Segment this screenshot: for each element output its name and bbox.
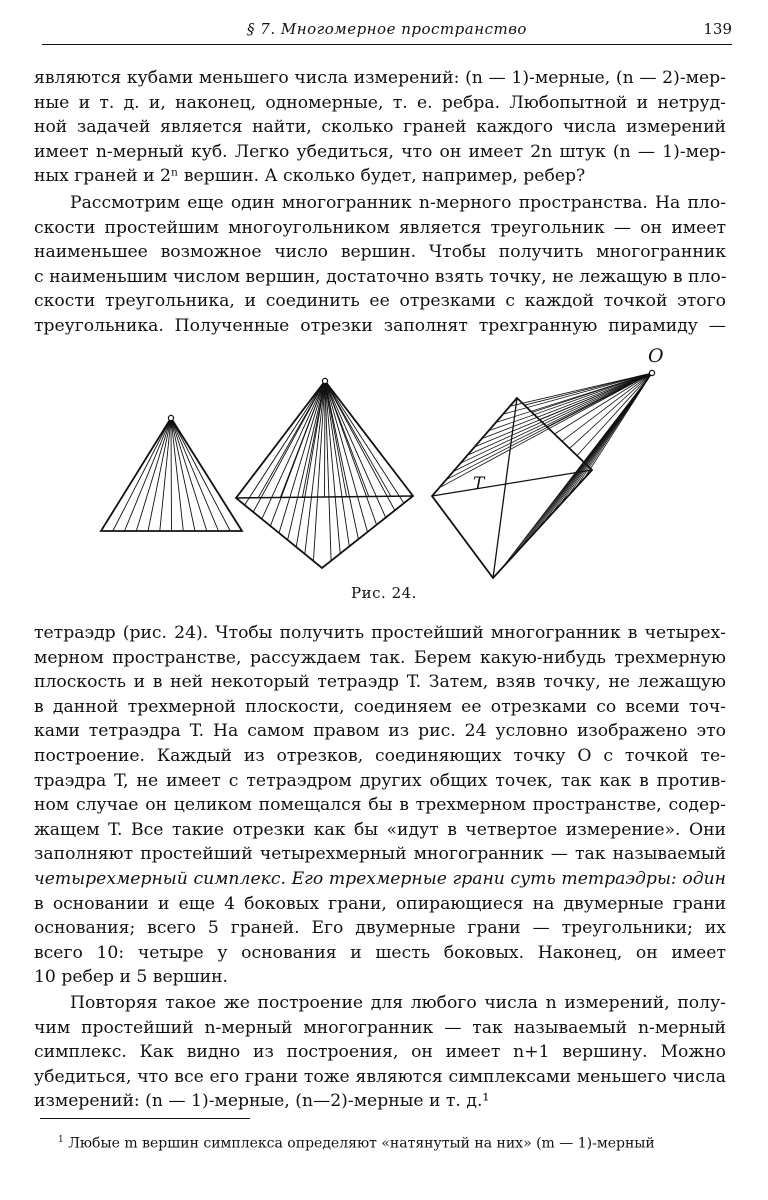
paragraph-1 <box>34 66 726 189</box>
text-line: жащем T. Все такие отрезки как бы «идут в четвертое измерение». Они <box>34 819 726 840</box>
footnote-rule <box>40 1118 250 1119</box>
text-line: чим простейший n-мерный многогранник — так называемый n-мерный <box>34 1017 726 1038</box>
tetrahedron-left <box>101 415 242 531</box>
text-line: ных граней и 2ⁿ вершин. А сколько будет, например, ребер? <box>34 166 586 187</box>
text-line: тетраэдр (рис. 24). Чтобы получить простейший многогранник в четырех- <box>34 623 726 643</box>
text-line: являются кубами меньшего числа измерений: (n — 1)-мерные, (n — 2)-мер- <box>34 68 726 88</box>
figure-caption: Рис. 24. <box>351 584 417 602</box>
fan-line <box>325 381 395 510</box>
fan-line <box>171 418 172 531</box>
text-line: измерений: (n — 1)-мерные, (n—2)-мерные и т. д.¹ <box>34 1091 490 1112</box>
text-line: скости простейшим многоугольником является треугольник — он имеет <box>34 217 726 238</box>
text-line: треугольника. Полученные отрезки заполнят трехгранную пирамиду — <box>34 315 726 336</box>
fan-lines <box>245 381 404 561</box>
fan-line <box>171 418 219 531</box>
fan-line <box>279 381 325 533</box>
fan-line <box>171 418 195 531</box>
label-O: O <box>648 348 664 367</box>
text-line: наименьшее возможное число вершин. Чтобы получить многогранник <box>34 242 726 263</box>
text-line: ной задачей является найти, сколько граней каждого числа измерений <box>34 117 726 138</box>
apex-point <box>322 378 327 383</box>
text-line: траэдра T, не имеет с тетраэдром других общих точек, так как в против- <box>34 770 726 791</box>
fan-lines <box>113 418 231 531</box>
text-line: в данной трехмерной плоскости, соединяем ее отрезками со всеми точ- <box>34 696 726 717</box>
figure-24 <box>0 348 768 588</box>
text-line: построение. Каждый из отрезков, соединяющих точку O с точкой те- <box>34 745 726 766</box>
paragraph-3 <box>34 621 726 990</box>
fan-line <box>171 418 230 531</box>
header-title: § 7. Многомерное пространство <box>247 20 527 38</box>
footnote-marker: 1 <box>58 1135 64 1145</box>
text-line: имеет n-мерный куб. Легко убедиться, что он имеет 2n штук (n — 1)-мер- <box>34 141 726 162</box>
fan-line <box>325 381 326 497</box>
text-line: скости треугольника, и соединить ее отрезками с каждой точкой этого <box>34 291 726 312</box>
fan-line <box>446 373 652 480</box>
fan-line <box>125 418 172 531</box>
text-line: мерном пространстве, рассуждаем так. Берем какую-нибудь трехмерную <box>34 647 726 668</box>
simplex-right <box>432 348 664 578</box>
text-line: Рассмотрим еще один многогранник n-мерного пространства. На пло- <box>70 193 726 213</box>
label-T: T <box>473 474 485 494</box>
running-header <box>42 18 732 45</box>
text-line: убедиться, что все его грани тоже являются симплексами меньшего числа <box>34 1066 726 1087</box>
text-line: основания; всего 5 граней. Его двумерные грани — треугольники; их <box>34 918 726 939</box>
fan-line <box>262 381 325 519</box>
text-line: заполняют простейший четырехмерный многогранник — так называемый <box>34 844 726 865</box>
fan-line <box>439 373 652 488</box>
text-line: в основании и еще 4 боковых грани, опирающиеся на двумерные грани <box>34 893 726 914</box>
fan-line <box>555 373 653 434</box>
text-line: ном случае он целиком помещался бы в трехмерном пространстве, содер- <box>34 795 726 816</box>
fan-line <box>453 373 652 472</box>
footnote-text: Любые m вершин симплекса определяют «натянутый на них» (m — 1)-мерный <box>68 1135 655 1152</box>
text-line: Повторяя такое же построение для любого числа n измерений, полу- <box>70 993 726 1013</box>
fan-line <box>325 381 391 496</box>
point-O <box>649 370 654 375</box>
text-line: 10 ребер и 5 вершин. <box>34 967 229 988</box>
fan-line <box>171 418 207 531</box>
footnote <box>58 1130 726 1154</box>
tetra-outline <box>432 398 592 578</box>
text-line: ками тетраэдра T. На самом правом из рис. 24 условно изображено это <box>34 721 726 742</box>
tetrahedron-middle <box>236 378 413 568</box>
text-line: с наименьшим числом вершин, достаточно взять точку, не лежащую в пло- <box>34 266 727 287</box>
text-line: ные и т. д. и, наконец, одномерные, т. е. ребра. Любопытной и нетруд- <box>34 92 726 113</box>
page-number: 139 <box>703 20 732 38</box>
text-line: четырехмерный симплекс. Его трехмерные грани суть тетраэдры: один <box>34 868 726 889</box>
text-line: плоскость и в ней некоторый тетраэдр T. Затем, взяв точку, не лежащую <box>34 672 726 693</box>
text-line: всего 10: четыре у основания и шесть боковых. Наконец, он имеет <box>34 942 726 963</box>
paragraph-2 <box>34 191 726 339</box>
paragraph-4 <box>34 991 726 1114</box>
text-line: симплекс. Как видно из построения, он имеет n+1 вершину. Можно <box>34 1042 726 1063</box>
fan-lines <box>439 373 652 569</box>
apex-point <box>168 415 173 420</box>
